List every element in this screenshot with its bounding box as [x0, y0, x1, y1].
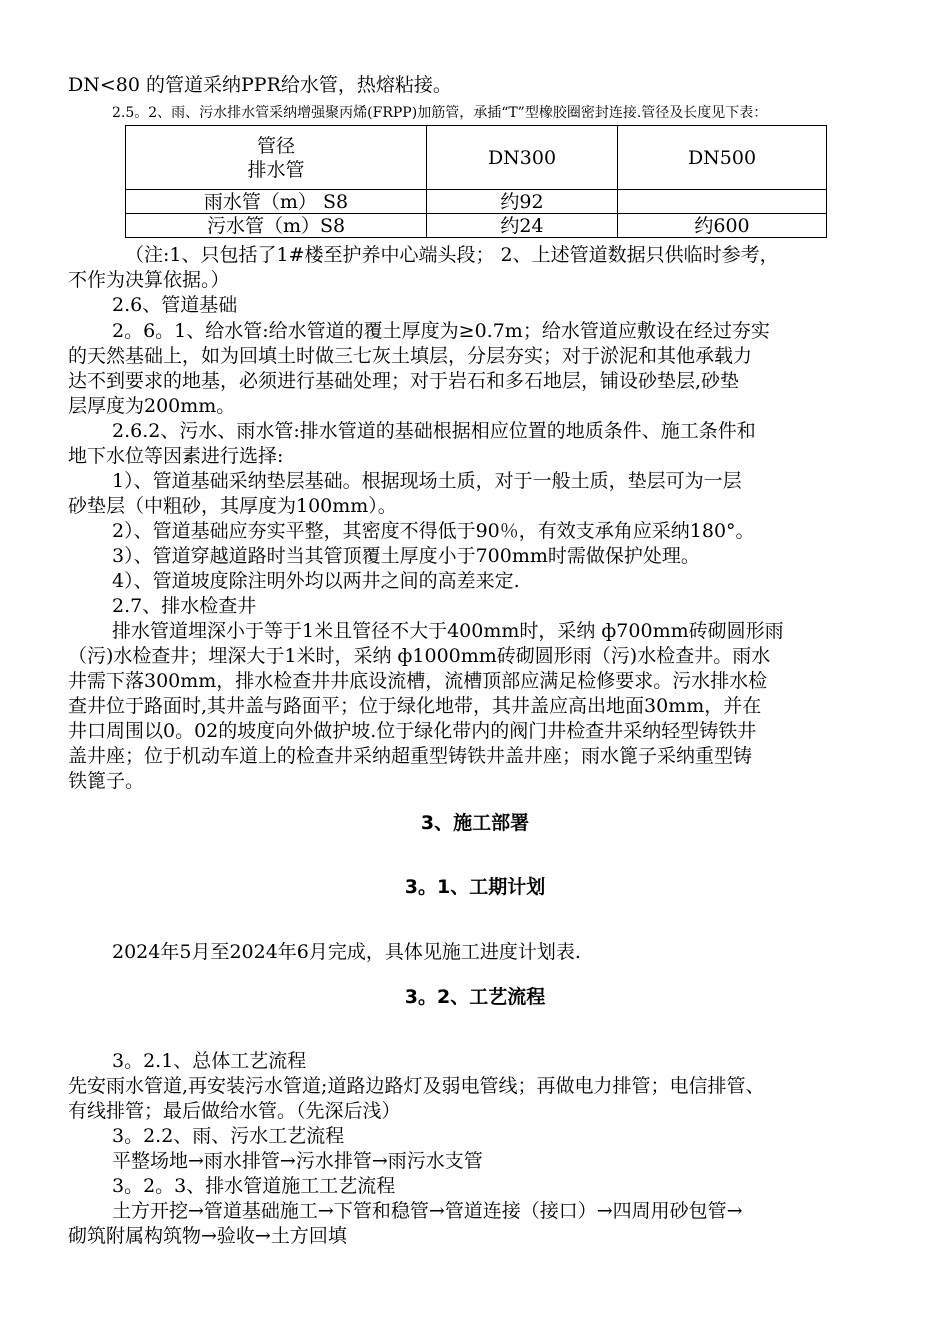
text-line: 平整场地→雨水排管→污水排管→雨污水支管 [112, 1150, 483, 1172]
text-line: 1）、管道基础采纳垫层基础。根据现场土质，对于一般土质，垫层可为一层 [112, 470, 742, 492]
text-line: 2。6。1、给水管:给水管道的覆土厚度为≥0.7m；给水管道应敷设在经过夯实 [112, 320, 770, 342]
row-dn300: 约92 [427, 190, 618, 214]
text-line: 铁篦子。 [68, 770, 145, 792]
table-header-cell [126, 126, 427, 190]
text-line: 层厚度为200mm。 [68, 395, 236, 417]
text-line: 2024年5月至2024年6月完成，具体见施工进度计划表. [112, 941, 581, 963]
row-dn500 [618, 190, 827, 214]
text-line: （污)水检查井；埋深大于1米时，采纳 ф1000mm砖砌圆形雨（污)水检查井。雨水 [68, 645, 771, 667]
row-dn300: 约24 [427, 214, 618, 238]
section-title: 2.6、管道基础 [112, 294, 238, 316]
table-header-row [126, 126, 827, 190]
header-bottom-label: 排水管 [247, 158, 305, 181]
text-line: 有线排管；最后做给水管。（先深后浅） [68, 1100, 401, 1122]
text-line: 3）、管道穿越道路时当其管顶覆土厚度小于700mm时需做保护处理。 [112, 545, 700, 567]
text-line: 井口周围以0。02的坡度向外做护坡.位于绿化带内的阀门井检查井采纳轻型铸铁井 [68, 720, 757, 742]
text-line: 砂垫层（中粗砂，其厚度为100mm）。 [68, 495, 397, 517]
chapter-heading: 3、施工部署 [420, 812, 530, 834]
text-line: 砌筑附属构筑物→验收→土方回填 [68, 1225, 347, 1247]
text-line: 2.5。2、雨、污水排水管采纳增强聚丙烯(FRPP)加筋管，承插“T”型橡胶圈密封连接.管径及长度见下表： [112, 105, 768, 121]
text-line: 地下水位等因素进行选择: [68, 445, 284, 467]
text-line: 查井位于路面时,其井盖与路面平；位于绿化地带，其井盖应高出地面30mm，并在 [68, 695, 762, 717]
section-title: 2.7、排水检查井 [112, 595, 257, 617]
text-line: 井需下落300mm，排水检查井井底设流槽，流槽顶部应满足检修要求。污水排水检 [68, 670, 768, 692]
text-line: 2.6.2、污水、雨水管:排水管道的基础根据相应位置的地质条件、施工条件和 [112, 420, 756, 442]
header-top-label: 管径 [256, 134, 295, 157]
section-heading: 3。1、工期计划 [404, 876, 546, 898]
text-line: 土方开挖→管道基础施工→下管和稳管→管道连接（接口）→四周用砂包管→ [112, 1200, 743, 1222]
header-dn500: DN500 [618, 126, 827, 190]
text-line: 4）、管道坡度除注明外均以两井之间的高差来定. [112, 570, 520, 592]
table-row [126, 214, 827, 238]
text-line: DN<80 的管道采纳PPR给水管，热熔粘接。 [68, 74, 452, 96]
row-name: 雨水管（m） S8 [126, 190, 427, 214]
text-line: 3。2.2、雨、污水工艺流程 [112, 1125, 345, 1147]
text-line: 的天然基础上，如为回填土时做三七灰土填层，分层夯实；对于淤泥和其他承载力 [68, 345, 753, 367]
row-name: 污水管（m）S8 [126, 214, 427, 238]
section-heading: 3。2、工艺流程 [404, 986, 546, 1008]
text-line: 盖井座；位于机动车道上的检查井采纳超重型铸铁井盖井座；雨水篦子采纳重型铸 [68, 745, 753, 767]
text-line: 3。2。3、排水管道施工工艺流程 [112, 1175, 396, 1197]
text-line: 排水管道埋深小于等于1米且管径不大于400mm时，采纳 ф700mm砖砌圆形雨 [112, 620, 784, 642]
text-line: 不作为决算依据。） [68, 269, 230, 291]
text-line: （注:1、只包括了1#楼至护养中心端头段； 2、上述管道数据只供临时参考， [125, 244, 779, 266]
text-line: 达不到要求的地基，必须进行基础处理；对于岩石和多石地层，铺设砂垫层,砂垫 [68, 370, 740, 392]
header-dn300: DN300 [427, 126, 618, 190]
text-line: 先安雨水管道,再安装污水管道;道路边路灯及弱电管线；再做电力排管；电信排管、 [68, 1075, 765, 1097]
row-dn500: 约600 [618, 214, 827, 238]
pipe-length-table [125, 125, 827, 238]
text-line: 3。2.1、总体工艺流程 [112, 1050, 307, 1072]
text-line: 2）、管道基础应夯实平整，其密度不得低于90％，有效支承角应采纳180°。 [112, 520, 755, 542]
table-row [126, 190, 827, 214]
